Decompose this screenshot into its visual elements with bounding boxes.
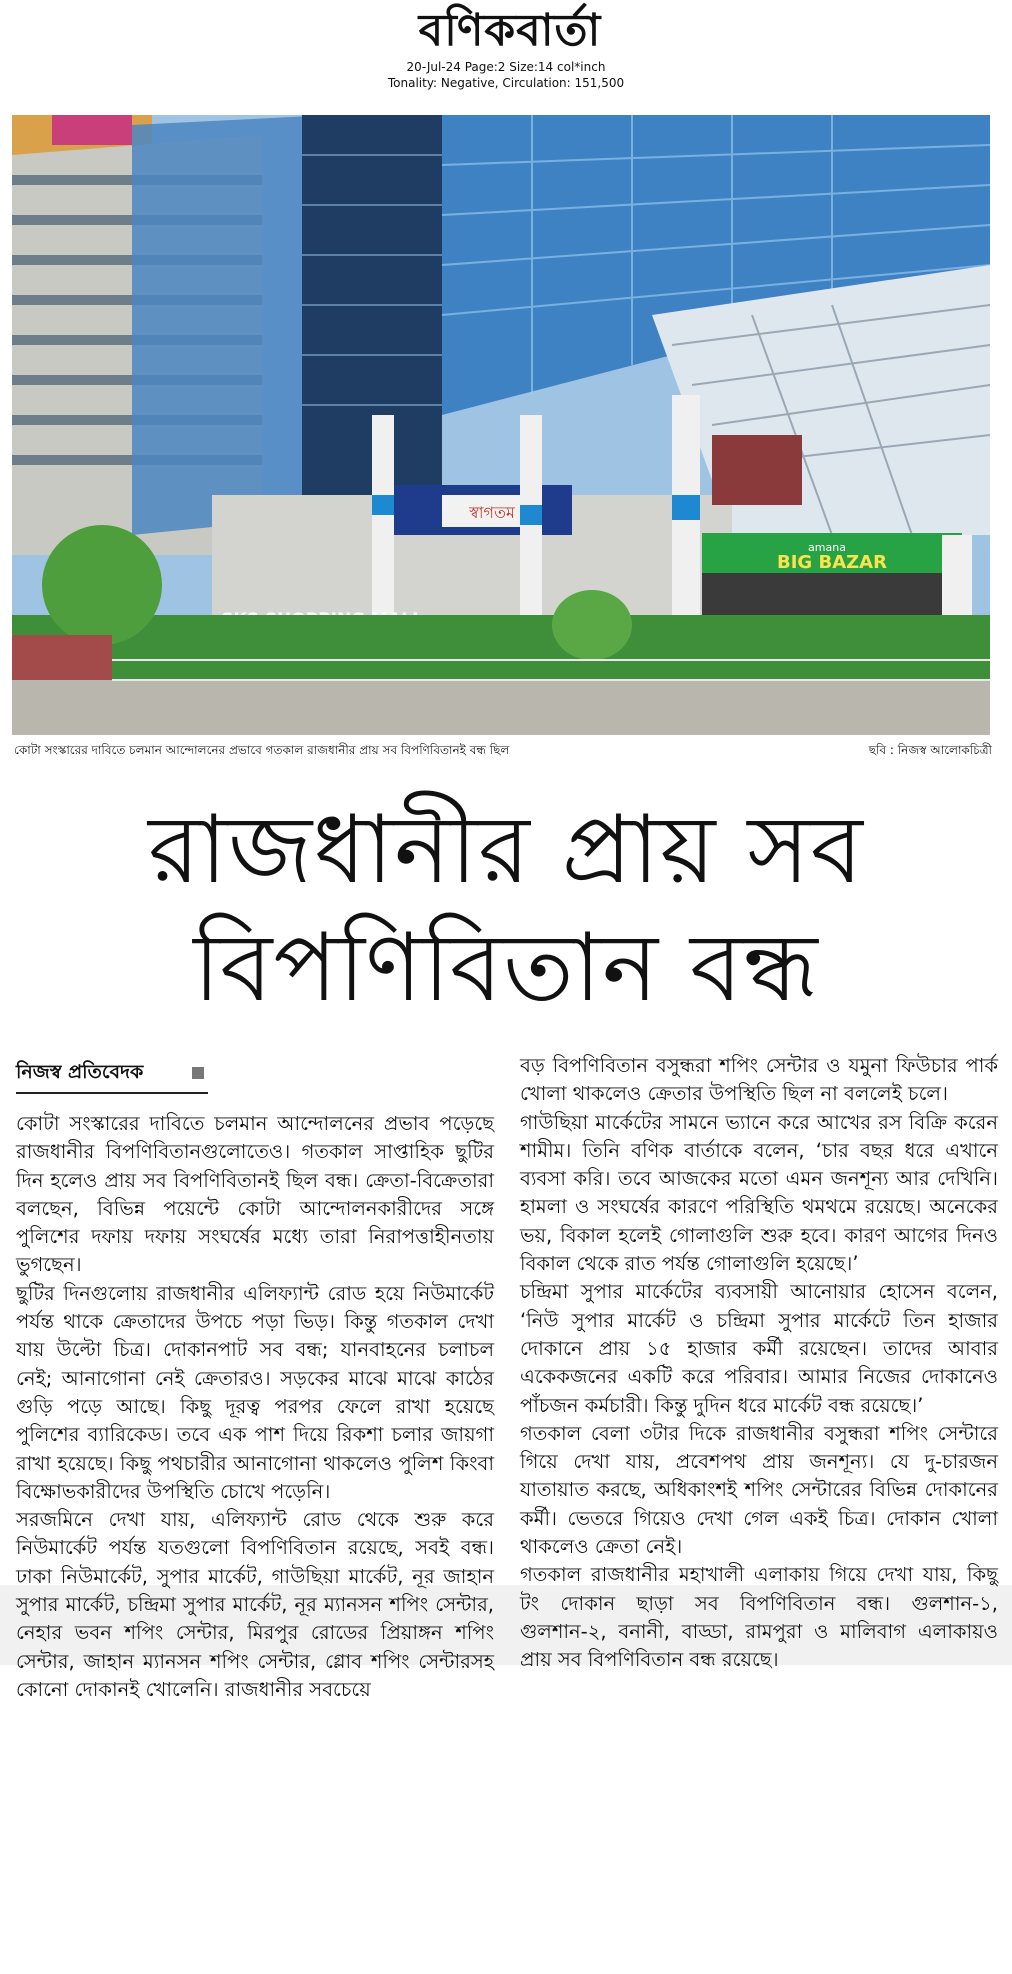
mall-building-illustration <box>12 115 990 735</box>
article-column-right <box>520 1052 998 1675</box>
big-bazar-top-sign: amana <box>808 541 846 554</box>
newspaper-logo: বণিকবার্তা <box>418 5 602 56</box>
photo-caption: কোটা সংস্কারের দাবিতে চলমান আন্দোলনের প্রভাবে গতকাল রাজধানীর প্রায় সব বিপণিবিতানই বন্ধ ছিল <box>14 743 510 757</box>
welcome-sign: স্বাগতম <box>469 503 515 522</box>
headline-line-1: রাজধানীর প্রায় সব <box>148 796 864 905</box>
paragraph: ছুটির দিনগুলোয় রাজধানীর এলিফ্যান্ট রোড হয়ে নিউমার্কেট পর্যন্ত থাকে ক্রেতাদের উপচে পড়া ভিড়। কিন্তু গতকাল দেখা যায় উল্টো চিত্র। দোকানপাট সব বন্ধ; যানবাহনের চলাচল নেই; আনাগোনা নেই ক্রেতারও। সড়কের মাঝে মাঝে কাঠের গুড়ি পড়ে আছে। কিছু দূরত্ব পরপর ফেলে রাখা হয়েছে পুলিশের ব্যারিকেড। তবে এক পাশ দিয়ে রিকশা চলার জায়গা রাখা হয়েছে। কিছু পথচারীর আনাগোনা থাকলেও পুলিশ কিংবা বিক্ষোভকারীদের উপস্থিতি চোখে পড়েনি। <box>16 1281 494 1503</box>
byline: নিজস্ব প্রতিবেদক <box>16 1061 144 1083</box>
article-column-left <box>16 1110 494 1704</box>
clipping-meta-date: 20-Jul-24 Page:2 Size:14 col*inch <box>406 60 606 74</box>
paragraph: সরজমিনে দেখা যায়, এলিফ্যান্ট রোড থেকে শুরু করে নিউমার্কেট পর্যন্ত যতগুলো বিপণিবিতান রয়েছে, সবই বন্ধ। ঢাকা নিউমার্কেট, সুপার মার্কেট, গাউছিয়া মার্কেট, নূর জাহান সুপার মার্কেট, চন্দ্রিমা সুপার মার্কেট, নূর ম্যানসন শপিং সেন্টার, নেহার ভবন শপিং সেন্টার, মিরপুর রোডের প্রিয়াঙ্গন শপিং সেন্টার, জাহান ম্যানসন শপিং সেন্টার, গ্লোব শপিং সেন্টারসহ কোনো দোকানই খোলেনি। রাজধানীর সবচেয়ে <box>16 1508 494 1701</box>
byline-square-icon <box>192 1067 204 1079</box>
paragraph: বড় বিপণিবিতান বসুন্ধরা শপিং সেন্টার ও যমুনা ফিউচার পার্ক খোলা থাকলেও ক্রেতার উপস্থিতি ছিল না বললেই চলে। <box>520 1054 998 1106</box>
paragraph: গাউছিয়া মার্কেটের সামনে ভ্যানে করে আখের রস বিক্রি করেন শামীম। তিনি বণিক বার্তাকে বলেন, ‘চার বছর ধরে এখানে ব্যবসা করি। তবে আজকের মতো এমন জনশূন্য আর দেখিনি। হামলা ও সংঘর্ষের কারণে পরিস্থিতি থমথমে রয়েছে। অনেকের ভয়, বিকাল হলেই গোলাগুলি শুরু হবে। কারণ আগের দিনও বিকাল থেকে রাত পর্যন্ত গোলাগুলি হয়েছে।’ <box>520 1110 998 1276</box>
paragraph: কোটা সংস্কারের দাবিতে চলমান আন্দোলনের প্রভাব পড়েছে রাজধানীর বিপণিবিতানগুলোতেও। গতকাল সাপ্তাহিক ছুটির দিন হলেও প্রায় সব বিপণিবিতানই ছিল বন্ধ। ক্রেতা-বিক্রেতারা বলছেন, বিভিন্ন পয়েন্টে কোটা আন্দোলনকারীদের সঙ্গে পুলিশের দফায় দফায় সংঘর্ষের মধ্যে তারা নিরাপত্তাহীনতায় ভুগছেন। <box>16 1112 494 1277</box>
masthead <box>0 0 1012 110</box>
paragraph: চন্দ্রিমা সুপার মার্কেটের ব্যবসায়ী আনোয়ার হোসেন বলেন, ‘নিউ সুপার মার্কেট ও চন্দ্রিমা সুপার মার্কেটে তিন হাজার দোকানে প্রায় ১৫ হাজার কর্মী রয়েছেন। তাদের আবার একেকজনের একটি করে পরিবার। আমার নিজের দোকানেও পাঁচজন কর্মচারী। কিন্তু দুদিন ধরে মার্কেট বন্ধ রয়েছে।’ <box>520 1280 998 1417</box>
photo-credit: ছবি : নিজস্ব আলোকচিত্রী <box>868 743 992 757</box>
big-bazar-sign: BIG BAZAR <box>777 552 887 573</box>
paragraph: গতকাল রাজধানীর মহাখালী এলাকায় গিয়ে দেখা যায়, কিছু টং দোকান ছাড়া সব বিপণিবিতান বন্ধ। গুলশান-১, গুলশান-২, বনানী, বাড্ডা, রামপুরা ও মালিবাগ এলাকায়ও প্রায় সব বিপণিবিতান বন্ধ রয়েছে। <box>520 1563 998 1672</box>
clipping-meta-tonality: Tonality: Negative, Circulation: 151,500 <box>387 76 625 90</box>
news-photo <box>12 115 990 735</box>
headline-line-2: বিপণিবিতান বন্ধ <box>193 914 819 1023</box>
byline-divider <box>16 1092 208 1094</box>
paragraph: গতকাল বেলা ৩টার দিকে রাজধানীর বসুন্ধরা শপিং সেন্টারে গিয়ে দেখা যায়, প্রবেশপথ প্রায় জনশূন্য। যে দু-চারজন যাতায়াত করছে, অধিকাংশই শপিং সেন্টারের বিভিন্ন দোকানের কর্মী। ভেতরে গিয়েও দেখা গেল একই চিত্র। দোকান খোলা থাকলেও ক্রেতা নেই। <box>520 1421 998 1559</box>
